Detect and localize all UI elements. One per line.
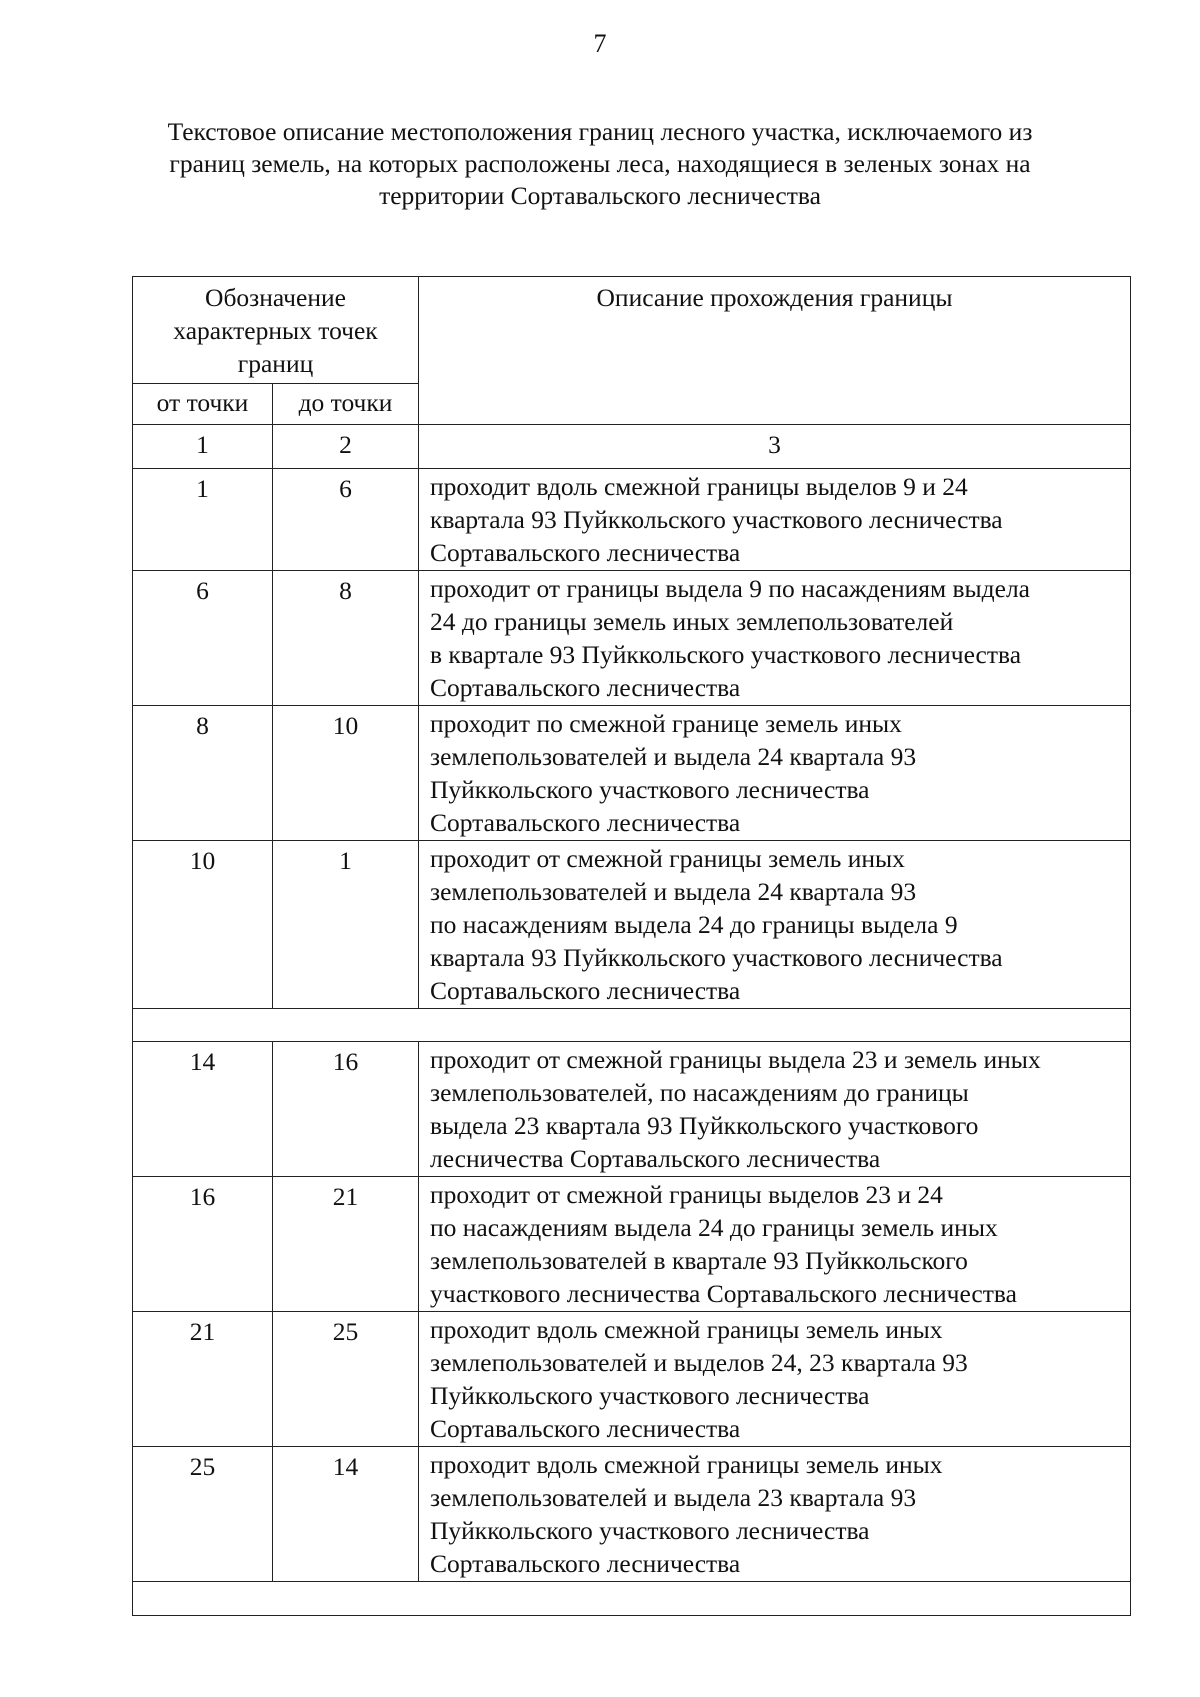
description-line: Пуйккольского участкового лесничества: [430, 775, 870, 804]
page-number: 7: [593, 29, 607, 58]
description-cell: [419, 571, 1131, 706]
description-line: Сортавальского лесничества: [430, 538, 741, 567]
to-point-cell: 6: [273, 469, 419, 571]
title-line: Текстовое описание местоположения границ лесного участка, исключаемого из: [167, 117, 1033, 146]
from-point-cell: 10: [133, 841, 273, 1009]
description-cell: [419, 1312, 1131, 1447]
description-line: землепользователей и выдела 24 квартала 93: [430, 742, 917, 771]
from-point-cell: 25: [133, 1447, 273, 1582]
from-point-cell: 1: [133, 469, 273, 571]
table-row: [133, 1312, 1131, 1447]
table-row: [133, 841, 1131, 1009]
description-line: проходит вдоль смежной границы земель иных: [430, 1450, 943, 1479]
description-line: по насаждениям выдела 24 до границы выдела 9: [430, 910, 958, 939]
rows-group: [133, 469, 1131, 1009]
description-line: участкового лесничества Сортавальского лесничества: [430, 1279, 1017, 1308]
description-line: проходит от границы выдела 9 по насаждениям выдела: [430, 574, 1030, 603]
description-cell: [419, 706, 1131, 841]
description-line: в квартале 93 Пуйккольского участкового лесничества: [430, 640, 1022, 669]
to-point-cell: 8: [273, 571, 419, 706]
from-point-cell: 8: [133, 706, 273, 841]
table-row: [133, 706, 1131, 841]
description-line: проходит вдоль смежной границы земель иных: [430, 1315, 943, 1344]
table-row: [133, 1177, 1131, 1312]
description-line: по насаждениям выдела 24 до границы земель иных: [430, 1213, 998, 1242]
description-line: землепользователей и выдела 24 квартала 93: [430, 877, 917, 906]
description-line: землепользователей и выделов 24, 23 квартала 93: [430, 1348, 968, 1377]
header-description: Описание прохождения границы: [419, 277, 1131, 425]
description-line: Пуйккольского участкового лесничества: [430, 1516, 870, 1545]
table-row: [133, 571, 1131, 706]
to-point-cell: 25: [273, 1312, 419, 1447]
description-line: Сортавальского лесничества: [430, 673, 741, 702]
from-point-cell: 16: [133, 1177, 273, 1312]
title-line: границ земель, на которых расположены леса, находящиеся в зеленых зонах на: [169, 149, 1031, 178]
description-line: Сортавальского лесничества: [430, 976, 741, 1005]
empty-cell: [133, 1009, 1131, 1042]
description-line: землепользователей, по насаждениям до границы: [430, 1078, 969, 1107]
description-line: Пуйккольского участкового лесничества: [430, 1381, 870, 1410]
description-cell: [419, 1177, 1131, 1312]
description-line: 24 до границы земель иных землепользователей: [430, 607, 954, 636]
description-line: Сортавальского лесничества: [430, 1549, 741, 1578]
column-number: 1: [133, 425, 273, 469]
rows-group: [133, 1042, 1131, 1582]
header-row: [133, 277, 1131, 384]
description-line: Сортавальского лесничества: [430, 1414, 741, 1443]
description-cell: [419, 1447, 1131, 1582]
header-points: Обозначение характерных точек границ: [133, 277, 419, 384]
description-line: квартала 93 Пуйккольского участкового лесничества: [430, 505, 1003, 534]
header-from-point: от точки: [133, 384, 273, 425]
document-title: [100, 116, 1100, 212]
table-row: [133, 1447, 1131, 1582]
to-point-cell: 16: [273, 1042, 419, 1177]
table-row: [133, 1042, 1131, 1177]
from-point-cell: 21: [133, 1312, 273, 1447]
description-line: проходит от смежной границы выдела 23 и земель иных: [430, 1045, 1041, 1074]
description-cell: [419, 1042, 1131, 1177]
description-cell: [419, 841, 1131, 1009]
to-point-cell: 21: [273, 1177, 419, 1312]
from-point-cell: 6: [133, 571, 273, 706]
description-line: квартала 93 Пуйккольского участкового лесничества: [430, 943, 1003, 972]
header-to-point: до точки: [273, 384, 419, 425]
from-point-cell: 14: [133, 1042, 273, 1177]
separator-row: [133, 1009, 1131, 1042]
trailing-empty-row: [133, 1582, 1131, 1616]
description-line: выдела 23 квартала 93 Пуйккольского участкового: [430, 1111, 979, 1140]
column-number: 3: [419, 425, 1131, 469]
to-point-cell: 1: [273, 841, 419, 1009]
empty-cell: [133, 1582, 1131, 1616]
description-line: землепользователей и выдела 23 квартала 93: [430, 1483, 917, 1512]
description-line: проходит по смежной границе земель иных: [430, 709, 902, 738]
column-numbers-row: [133, 425, 1131, 469]
description-line: проходит от смежной границы выделов 23 и 24: [430, 1180, 943, 1209]
description-line: лесничества Сортавальского лесничества: [430, 1144, 881, 1173]
to-point-cell: 10: [273, 706, 419, 841]
description-line: землепользователей в квартале 93 Пуйккольского: [430, 1246, 968, 1275]
table-row: [133, 469, 1131, 571]
description-line: проходит вдоль смежной границы выделов 9 и 24: [430, 472, 968, 501]
description-cell: [419, 469, 1131, 571]
to-point-cell: 14: [273, 1447, 419, 1582]
title-line: территории Сортавальского лесничества: [379, 181, 821, 210]
description-line: Сортавальского лесничества: [430, 808, 741, 837]
column-number: 2: [273, 425, 419, 469]
boundary-description-table: [132, 276, 1131, 1616]
description-line: проходит от смежной границы земель иных: [430, 844, 905, 873]
